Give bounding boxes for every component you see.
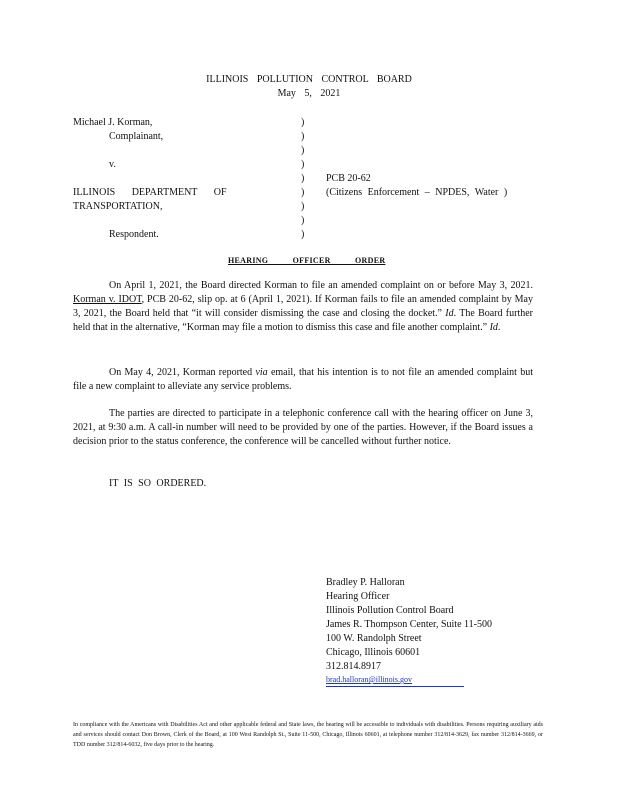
case-number: PCB 20-62 bbox=[326, 173, 371, 184]
p1-text-a: On April 1, 2021, the Board directed Korman to file an amended complaint on or before May 3, 2021. bbox=[109, 280, 533, 291]
so-ordered: IT IS SO ORDERED. bbox=[109, 478, 207, 489]
p3-text: The parties are directed to participate in a telephonic conference call with the hearing officer on June 3, 2021, at 9:30 a.m. A call-in number will need to be provided by one of the parties. However, if the Board issues a decision prior to the status conference, the conference will be cancelled without further notice. bbox=[73, 408, 533, 447]
signer-email-wrap bbox=[326, 674, 464, 687]
respondent-name-line2: TRANSPORTATION, bbox=[73, 201, 163, 212]
signer-name: Bradley P. Halloran bbox=[326, 577, 405, 588]
order-title: HEARING OFFICER ORDER bbox=[228, 256, 386, 265]
paragraph-report bbox=[73, 366, 533, 394]
versus-label: v. bbox=[109, 159, 116, 170]
accessibility-footer: In compliance with the Americans with Disabilities Act and other applicable federal and State laws, the hearing will be accessible to individuals with disabilities. Persons requiring auxiliary aids and services should contact Don Brown, Clerk of the Board, at 100 West Randolph St., Suite 11-500, Chicago, Illinois 60601, at telephone number 312/814-3629, fax number 312/814-3669, or TDD number 312/814-6032, five days prior to the hearing. bbox=[73, 722, 543, 748]
caption-paren: ) bbox=[301, 145, 305, 156]
p1-text-c: . The Board further held that in the alternative, “Korman may file a motion to dismiss this case and file another complaint.” bbox=[73, 308, 534, 333]
caption-paren: ) bbox=[301, 117, 305, 128]
p1-text-b: , PCB 20-62, slip op. at 6 (April 1, 2021). If Korman fails to file an amended complaint by May 3, 2021, the Board held that “it will consider dismissing the case and closing the docket.” bbox=[73, 294, 533, 319]
order-date: May 5, 2021 bbox=[277, 88, 341, 99]
agency-heading: ILLINOIS POLLUTION CONTROL BOARD bbox=[206, 74, 412, 85]
case-citation: Korman v. IDOT bbox=[73, 294, 142, 305]
paragraph-conference bbox=[73, 407, 533, 449]
signer-title: Hearing Officer bbox=[326, 591, 390, 602]
signer-email-link[interactable]: brad.halloran@illinois.gov bbox=[326, 675, 413, 684]
signer-street: 100 W. Randolph Street bbox=[326, 633, 422, 644]
id-citation: Id bbox=[445, 308, 454, 319]
caption-paren: ) bbox=[301, 131, 305, 142]
caption-paren: ) bbox=[301, 173, 305, 184]
p2-text-a: On May 4, 2021, Korman reported bbox=[109, 367, 253, 378]
case-type: (Citizens Enforcement – NPDES, Water ) bbox=[326, 187, 508, 198]
respondent-name-line1 bbox=[73, 186, 225, 200]
paragraph-directive bbox=[73, 279, 533, 335]
respondent-role: Respondent. bbox=[109, 229, 159, 240]
caption-paren: ) bbox=[301, 159, 305, 170]
signer-agency: Illinois Pollution Control Board bbox=[326, 605, 454, 616]
p1-end: . bbox=[497, 322, 501, 333]
caption-paren: ) bbox=[301, 187, 305, 198]
complainant-name: Michael J. Korman, bbox=[73, 117, 153, 128]
signer-phone: 312.814.8917 bbox=[326, 661, 381, 672]
complainant-role: Complainant, bbox=[109, 131, 164, 142]
signer-city: Chicago, Illinois 60601 bbox=[326, 647, 421, 658]
caption-paren: ) bbox=[301, 215, 305, 226]
respondent-line1-text: ILLINOIS DEPARTMENT OF bbox=[73, 187, 227, 198]
caption-paren: ) bbox=[301, 201, 305, 212]
via-word: via bbox=[255, 367, 268, 378]
signer-building: James R. Thompson Center, Suite 11-500 bbox=[326, 619, 492, 630]
caption-paren: ) bbox=[301, 229, 305, 240]
id-citation: Id bbox=[489, 322, 498, 333]
p2-text-b: email, that his intention is to not file an amended complaint but file a new complaint to alleviate any service problems. bbox=[73, 367, 534, 392]
